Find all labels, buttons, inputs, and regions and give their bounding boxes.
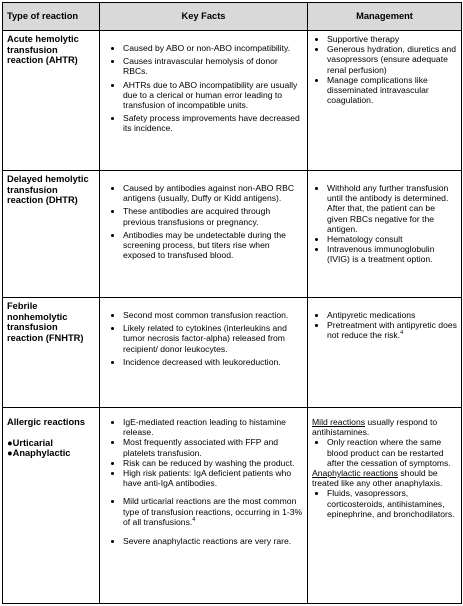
list-item: • Caused by ABO or non-ABO incompatibility. <box>123 43 303 53</box>
reference-marker: 4 <box>192 516 196 523</box>
list-item: • Manage complications like disseminated intravascular coagulation. <box>327 75 457 106</box>
list-item: • AHTRs due to ABO incompatibility are usually due to a clerical or human error leading to transfusion of incompatible units. <box>123 80 303 111</box>
table-row <box>3 171 462 298</box>
fact-text: Mild urticarial reactions are the most common type of transfusion reactions, occurring in 1-3% of all transfusions. <box>123 496 303 527</box>
list-item <box>123 496 303 527</box>
list-item: • Caused by antibodies against non-ABO RBC antigens (usually, Duffy or Kidd antigens). <box>123 183 303 203</box>
list-item: • Risk can be reduced by washing the product. <box>123 458 303 468</box>
mild-reactions-label: Mild reactions <box>312 417 366 427</box>
management-cell <box>308 31 462 171</box>
transfusion-reactions-table <box>2 2 462 604</box>
list-item: • Only reaction where the same blood product can be restarted after the cessation of symptoms. <box>327 437 457 468</box>
list-item: • Generous hydration, diuretics and vasopressors (ensure adequate renal perfusion) <box>327 44 457 75</box>
reaction-name: Allergic reactions <box>7 417 86 427</box>
list-item: • Incidence decreased with leukoreduction. <box>123 357 303 367</box>
management-cell <box>308 298 462 408</box>
header-type: Type of reaction <box>3 3 100 31</box>
list-item: • Supportive therapy <box>327 34 457 44</box>
key-facts-cell <box>100 171 308 298</box>
list-item: • Antibodies may be undetectable during the screening process, but titers rise when exposed to transfused blood. <box>123 230 303 261</box>
list-item: • Causes intravascular hemolysis of donor RBCs. <box>123 56 303 76</box>
reference-marker: 4 <box>400 330 404 337</box>
list-item: • Likely related to cytokines (interleukins and tumor necrosis factor-alpha) released from recipient/ donor leukocytes. <box>123 323 303 354</box>
list-item: • IgE-mediated reaction leading to histamine release. <box>123 417 303 437</box>
management-text: Pretreatment with antipyretic does not reduce the risk. <box>327 320 457 341</box>
table-row <box>3 408 462 604</box>
reaction-name-cell <box>3 408 100 604</box>
key-facts-cell <box>100 31 308 171</box>
mild-reactions-desc: usually respond to antihistamines. <box>312 417 438 438</box>
subtype-anaphylactic: ●Anaphylactic <box>7 448 71 459</box>
list-item: • Safety process improvements have decreased its incidence. <box>123 113 303 133</box>
list-item: • Fluids, vasopressors, corticosteroids, antihistamines, epinephrine, and bronchodilators. <box>327 488 457 519</box>
header-row <box>3 3 462 31</box>
list-item: • Second most common transfusion reaction. <box>123 310 303 320</box>
list-item: • Antipyretic medications <box>327 310 457 320</box>
management-cell <box>308 408 462 604</box>
reaction-name: Acute hemolytic transfusion reaction (AHTR) <box>3 31 100 171</box>
table-row <box>3 31 462 171</box>
management-cell <box>308 171 462 298</box>
reaction-name: Delayed hemolytic transfusion reaction (DHTR) <box>3 171 100 298</box>
key-facts-cell <box>100 408 308 604</box>
anaphylactic-reactions-label: Anaphylactic reactions <box>312 468 398 479</box>
anaphylactic-reactions-desc: should be treated like any other anaphylaxis. <box>312 468 443 489</box>
list-item: • Most frequently associated with FFP and platelets transfusion. <box>123 437 303 457</box>
list-item <box>327 320 457 340</box>
list-item: • Intravenous immunoglobulin (IVIG) is a treatment option. <box>327 244 457 264</box>
header-management: Management <box>308 3 462 31</box>
table-row <box>3 298 462 408</box>
reaction-name: Febrile nonhemolytic transfusion reaction (FNHTR) <box>3 298 100 408</box>
subtype-urticarial: ●Urticarial <box>7 437 53 448</box>
anaphylactic-reactions-text <box>312 468 457 488</box>
list-item: • Withhold any further transfusion until the antibody is determined. After that, the patient can be given RBCs negative for the antigen. <box>327 183 457 234</box>
list-item: • Hematology consult <box>327 234 457 244</box>
list-item: • These antibodies are acquired through previous transfusions or pregnancy. <box>123 206 303 226</box>
list-item: • Severe anaphylactic reactions are very rare. <box>123 536 303 546</box>
header-key-facts: Key Facts <box>100 3 308 31</box>
key-facts-cell <box>100 298 308 408</box>
mild-reactions-text <box>312 417 457 437</box>
list-item: • High risk patients: IgA deficient patients who have anti-IgA antibodies. <box>123 468 303 488</box>
